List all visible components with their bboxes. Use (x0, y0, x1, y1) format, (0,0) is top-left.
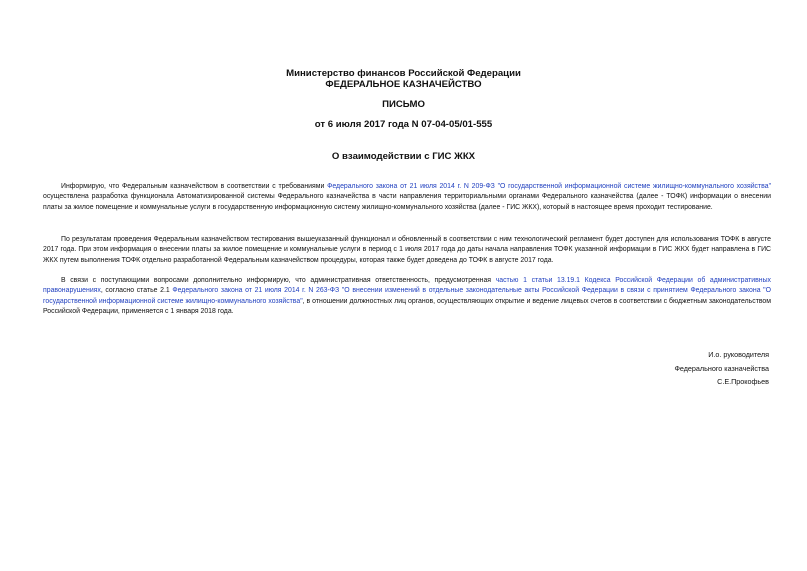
signature-position: И.о. руководителя (708, 350, 769, 359)
ministry-title: Министерство финансов Российской Федерации (286, 68, 521, 79)
paragraph-1 (43, 182, 771, 213)
koap-article-link[interactable]: частью 1 статьи 13.19.1 Кодекса Российской Федерации об административных правонарушениях (43, 277, 771, 295)
paragraph-1-text-b: осуществлена разработка функционала Автоматизированной системы Федерального казначейства в части направления территориальными органами Федерального казначейства (далее - ТОФК) информации о внесении платы за жилое помещение и коммунальные услуги в государственную информационную систему жилищно-коммунального хозяйства (далее - ГИС ЖКХ), который в настоящее время проходит тестирование. (43, 193, 771, 211)
document-type: ПИСЬМО (382, 99, 425, 110)
document-date-number: от 6 июля 2017 года N 07-04-05/01-555 (314, 119, 493, 130)
law-209-fz-link[interactable]: Федерального закона от 21 июля 2014 г. N 209-ФЗ "О государственной информационной системе жилищно-коммунального хозяйства" (327, 183, 772, 190)
paragraph-3-text-b: , согласно статье 2.1 (100, 287, 173, 295)
law-263-fz-link[interactable]: Федерального закона от 21 июля 2014 г. N 263-ФЗ "О внесении изменений в отдельные законодательные акты Российской Федерации в связи с принятием Федерального закона "О государственной информационной системе жилищно-коммунального хозяйства" (43, 287, 771, 305)
paragraph-2 (43, 235, 771, 266)
signature-name: С.Е.Прокофьев (717, 377, 769, 386)
paragraph-3 (43, 276, 771, 317)
agency-title: ФЕДЕРАЛЬНОЕ КАЗНАЧЕЙСТВО (325, 79, 482, 90)
paragraph-3-text-a: В связи с поступающими вопросами дополнительно информирую, что административная ответственность, предусмотренная (61, 277, 496, 284)
paragraph-1-text-a: Информирую, что Федеральным казначейством в соответствии с требованиями (61, 183, 328, 190)
document-subject: О взаимодействии с ГИС ЖКХ (331, 151, 476, 162)
paragraph-2-text: По результатам проведения Федеральным казначейством тестирования вышеуказанный функционал и обновленный в соответствии с ним технологический регламент будет доступен для использования ТОФК в августе 2017 года. При этом информация о внесении платы за жилое помещение и коммунальные услуги в период с 1 июля 2017 года до даты начала направления ТОФК указанной информации в ГИС ЖКХ будет направлена в ГИС ЖКХ путем выполнения ТОФК отдельно разработанной Федеральным казначейством процедуры, которая также будет доведена до ТОФК в августе 2017 года. (43, 236, 771, 264)
signature-block (569, 348, 769, 389)
signature-organization: Федерального казначейства (674, 363, 769, 373)
paragraph-3-text-c: , в отношении должностных лиц органов, осуществляющих открытие и ведение лицевых счетов в соответствии с бюджетным законодательством Российской Федерации, применяется с 1 января 2018 года. (43, 297, 772, 315)
